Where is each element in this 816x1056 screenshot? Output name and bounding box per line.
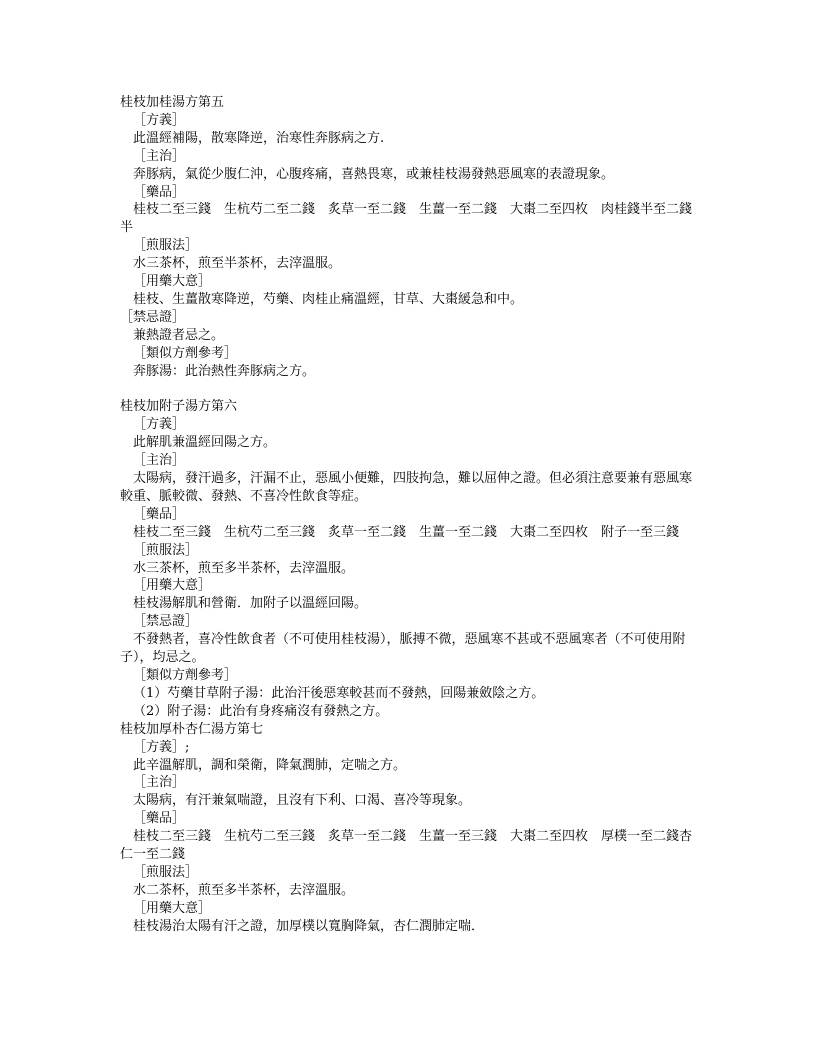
heading-zhuzhi: ［主治］: [133, 453, 186, 469]
section-guizhi-jiafuzi: [120, 398, 702, 720]
text-line: 桂枝二至三錢 生杭芍二至三錢 炙草一至二錢 生薑一至三錢 大棗二至四枚 厚樸一至二錢杏仁一至二錢: [120, 829, 693, 863]
document-page: [120, 94, 702, 936]
text-line: 此解肌兼溫經回陽之方。: [133, 435, 277, 451]
heading-jianfufa: ［煎服法］: [133, 542, 199, 558]
text-line: 水二茶杯，煎至多半茶杯，去滓溫服。: [133, 882, 355, 898]
section-title: 桂枝加附子湯方第六: [120, 399, 238, 415]
text-line: 水三茶杯，煎至半茶杯，去滓溫服。: [133, 256, 342, 272]
text-line: 桂枝二至三錢 生杭芍二至三錢 炙草一至二錢 生薑一至二錢 大棗二至四枚 附子一至三錢: [133, 524, 680, 540]
heading-leisi: ［類似方劑參考］: [133, 667, 238, 683]
text-line: （1）芍藥甘草附子湯：此治汗後惡寒較甚而不發熱，回陽兼斂陰之方。: [133, 685, 545, 701]
heading-jianfufa: ［煎服法］: [133, 864, 199, 880]
text-line: 桂枝湯治太陽有汗之證，加厚樸以寬胸降氣，杏仁潤肺定喘．: [133, 918, 485, 934]
heading-leisi: ［類似方劑參考］: [133, 345, 238, 361]
text-line: 奔豚病，氣從少腹仁沖，心腹疼痛，喜熱畏寒，或兼桂枝湯發熱惡風寒的表證現象。: [133, 166, 615, 182]
text-line: （2）附子湯：此治有身疼痛沒有發熱之方。: [133, 703, 389, 719]
text-line: 太陽病，有汗兼氣喘證，且沒有下利、口渴、喜冷等現象。: [133, 793, 472, 809]
section-title: 桂枝加厚朴杏仁湯方第七: [120, 721, 264, 737]
text-line: 此溫經補陽，散寒降逆，治寒性奔豚病之方.: [133, 130, 385, 146]
text-line: 奔豚湯：此治熱性奔豚病之方。: [133, 363, 316, 379]
heading-yaopin: ［藥品］: [133, 506, 186, 522]
heading-jinji: ［禁忌證］: [133, 614, 199, 630]
text-line: 太陽病，發汗過多，汗漏不止，惡風小便難，四肢拘急，難以屈伸之證。但必須注意要兼有惡風寒較重、脈較微、發熱、不喜冷性飲食等症。: [120, 471, 693, 504]
text-line: 兼熱證者忌之。: [133, 327, 225, 343]
section-guizhi-jiahoupu: [120, 721, 702, 936]
heading-jianfufa: ［煎服法］: [133, 238, 199, 254]
section-title: 桂枝加桂湯方第五: [120, 95, 225, 110]
heading-zhuzhi: ［主治］: [133, 775, 186, 791]
text-line: 桂枝湯解肌和營衛．加附子以溫經回陽。: [133, 596, 368, 612]
heading-yongyao: ［用藥大意］: [133, 900, 212, 916]
heading-yaopin: ［藥品］: [133, 811, 186, 827]
heading-yongyao: ［用藥大意］: [133, 578, 212, 594]
text-line: 水三茶杯，煎至多半茶杯，去滓溫服。: [133, 560, 355, 576]
heading-yaopin: ［藥品］: [133, 184, 186, 200]
spacer: [120, 381, 702, 399]
heading-zhuzhi: ［主治］: [133, 148, 186, 164]
heading-fangyi: ［方義］: [133, 112, 186, 128]
heading-fangyi: ［方義］: [133, 417, 186, 433]
text-line: 桂枝二至三錢 生杭芍二至二錢 炙草一至二錢 生薑一至二錢 大棗二至四枚 肉桂錢半至二錢半: [120, 202, 693, 236]
heading-yongyao: ［用藥大意］: [133, 274, 212, 290]
text-line: 此辛溫解肌，調和榮衛，降氣潤肺，定喘之方。: [133, 757, 407, 773]
heading-jinji: ［禁忌證］: [120, 309, 186, 325]
text-line: 桂枝、生薑散寒降逆，芍藥、肉桂止痛溫經，甘草、大棗緩急和中。: [133, 291, 524, 307]
section-guizhi-jiagui: [120, 94, 702, 381]
heading-fangyi: ［方義］;: [133, 739, 190, 755]
text-line: 不發熱者，喜冷性飲食者（不可使用桂枝湯），脈搏不微，惡風寒不甚或不惡風寒者（不可使用附子），均忌之。: [120, 632, 686, 666]
